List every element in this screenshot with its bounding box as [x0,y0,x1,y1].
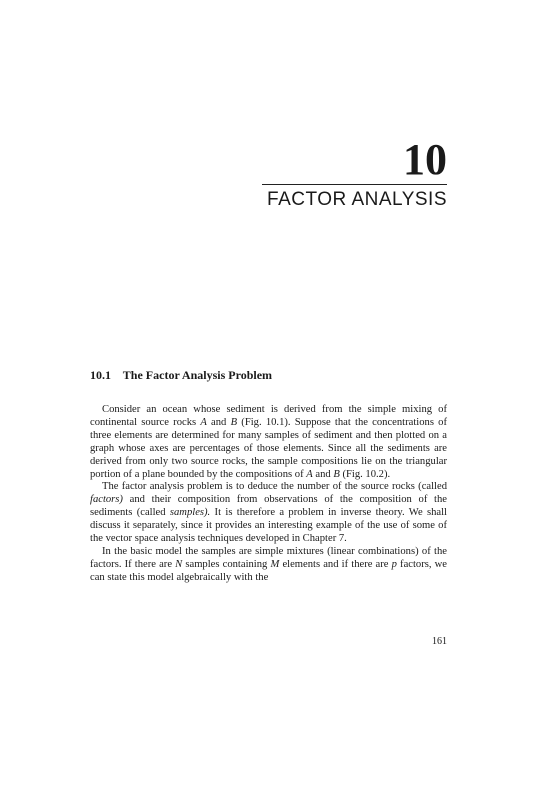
section-number: 10.1 [90,368,111,382]
italic-term: A [200,416,207,428]
body-text [90,404,447,585]
paragraph: In the basic model the samples are simple mixtures (linear combinations) of the factors. If there are N samples containing M elements and if there are p factors, we can state this model algebraically with the [90,545,448,583]
italic-term: A [306,468,313,480]
italic-term: M [270,558,280,570]
italic-term: p [391,558,397,570]
chapter-title: FACTOR ANALYSIS [267,189,447,210]
section-title: The Factor Analysis Problem [122,368,273,382]
italic-term: B [333,468,340,480]
chapter-number: 10 [403,135,447,184]
chapter-rule [262,184,447,185]
italic-term: samples). [169,507,211,519]
italic-term: B [230,416,238,428]
italic-term: N [175,558,183,570]
italic-term: factors) [90,494,123,506]
page-number: 161 [432,636,447,647]
paragraph: Consider an ocean whose sediment is derived from the simple mixing of continental source rocks A and B (Fig. 10.1). Suppose that the concentrations of three elements are determined for many samples of sediment and then plotted on a graph whose axes are percentages of those elements. Since all the sediments are derived from only two source rocks, the sample compositions lie on the triangular portion of a plane bounded by the compositions of A and B (Fig. 10.2). [90,404,447,480]
section-heading [90,368,272,382]
paragraph: The factor analysis problem is to deduce the number of the source rocks (called factors) and their composition from observations of the composition of the sediments (called samples). It is therefore a problem in inverse theory. We shall discuss it separately, since it provides an interesting example of the use of some of the vector space analysis techniques developed in Chapter 7. [90,481,447,545]
